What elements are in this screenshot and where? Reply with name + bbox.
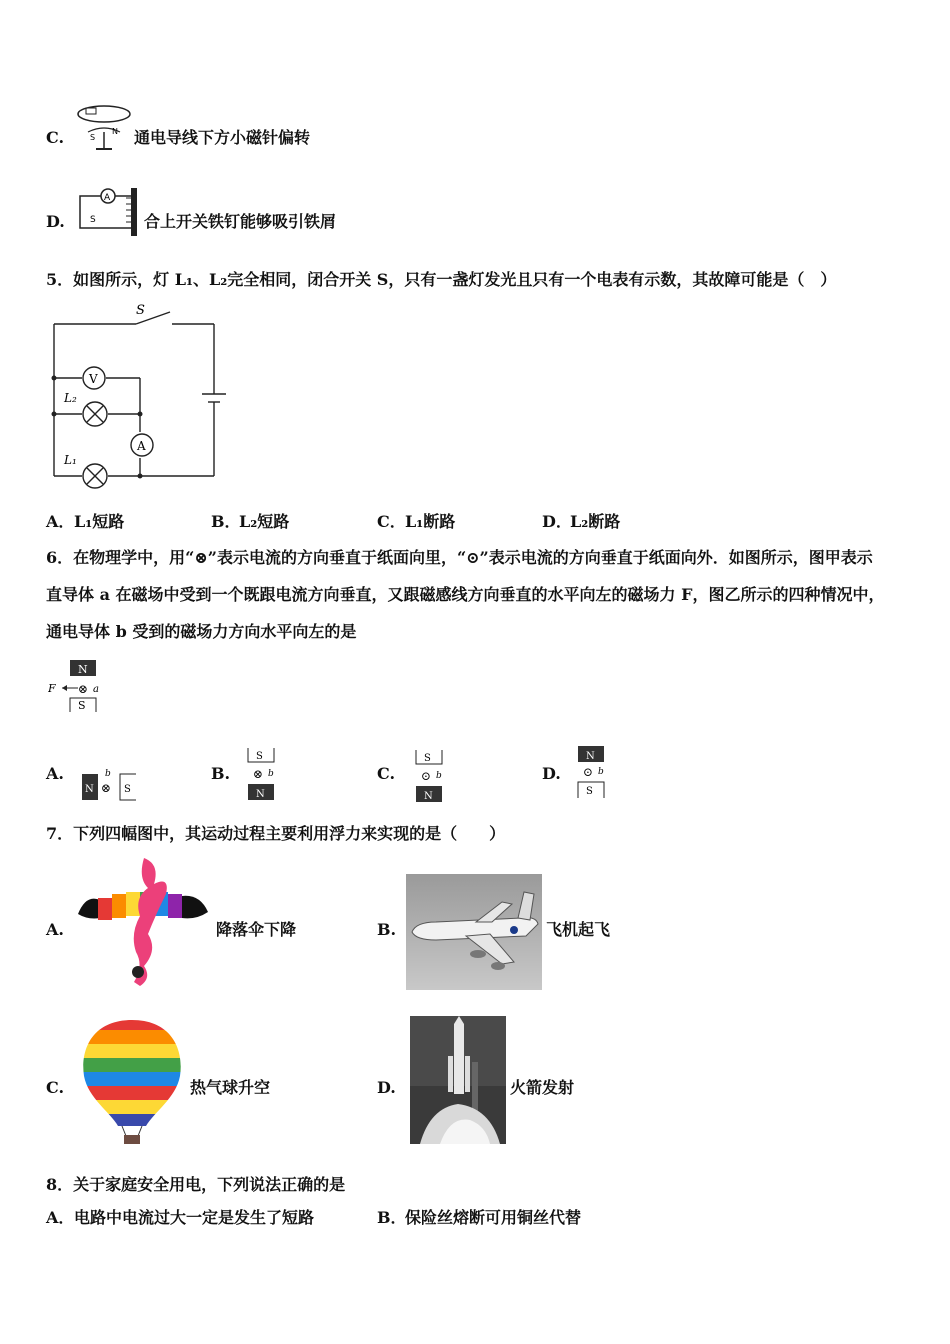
q6-option-a-letter: A. bbox=[46, 764, 64, 783]
conductor-b-label: b bbox=[598, 767, 604, 777]
magnet-n-label: N bbox=[78, 663, 88, 676]
magnet-s-label: S bbox=[424, 753, 431, 764]
q5-option-c-text: L₁断路 bbox=[405, 512, 456, 531]
svg-text:S: S bbox=[90, 215, 96, 225]
q6-stem-line2: 直导体 a 在磁场中受到一个既跟电流方向垂直，又跟磁感线方向垂直的水平向左的磁场力 F，图乙所示的四种情况中， bbox=[46, 585, 885, 604]
ammeter-label: A bbox=[137, 439, 146, 453]
hot-air-balloon-image bbox=[74, 1016, 190, 1146]
magnet-n-label: N bbox=[586, 751, 595, 762]
current-into-icon: ⊗ bbox=[253, 767, 264, 781]
q6-option-c-letter: C. bbox=[377, 764, 396, 783]
q6-stem-line1: 6．在物理学中，用“⊗”表示电流的方向垂直于纸面向里，“⊙”表示电流的方向垂直于纸面向外．如图所示，图甲表示 bbox=[46, 548, 873, 567]
rocket-launch-image bbox=[410, 1016, 506, 1144]
q6-option-b-letter: B. bbox=[211, 764, 231, 783]
conductor-b-label: b bbox=[105, 769, 111, 779]
q7-option-b-text: 飞机起飞 bbox=[546, 920, 611, 939]
q8-option-b-text: 保险丝熔断可用铜丝代替 bbox=[405, 1208, 582, 1227]
q7-option-c-letter: C. bbox=[46, 1078, 65, 1097]
conductor-a-label: a bbox=[93, 684, 99, 695]
q6-figure-jia bbox=[48, 658, 108, 716]
q5-option-a-text: L₁短路 bbox=[74, 512, 125, 531]
q4-option-d-text: 合上开关铁钉能够吸引铁屑 bbox=[144, 212, 337, 231]
magnet-s-label: S bbox=[256, 751, 263, 762]
conductor-b-label: b bbox=[436, 771, 442, 781]
current-out-icon: ⊙ bbox=[421, 769, 432, 783]
svg-text:S: S bbox=[90, 133, 96, 142]
q5-option-c-letter: C． bbox=[377, 512, 406, 531]
q8-option-a-letter: A． bbox=[46, 1208, 75, 1227]
svg-text:A: A bbox=[104, 193, 111, 203]
q4-option-c-text: 通电导线下方小磁针偏转 bbox=[134, 128, 311, 147]
magnet-n-label: N bbox=[85, 784, 94, 795]
lamp-l1-label: L₁ bbox=[64, 453, 77, 467]
q5-stem: 5．如图所示，灯 L₁、L₂完全相同，闭合开关 S，只有一盏灯发光且只有一个电表有示数，其故障可能是（ ） bbox=[46, 270, 837, 289]
q4-option-c-letter: C. bbox=[46, 128, 65, 147]
q6-stem-line3: 通电导体 b 受到的磁场力方向水平向左的是 bbox=[46, 622, 357, 641]
parachute-image bbox=[74, 854, 212, 992]
q5-circuit-diagram bbox=[48, 298, 234, 494]
magnet-n-label: N bbox=[256, 789, 265, 800]
q7-option-b-letter: B. bbox=[377, 920, 397, 939]
q4-option-d-letter: D. bbox=[46, 212, 65, 231]
q7-option-d-letter: D. bbox=[377, 1078, 396, 1097]
q7-option-a-text: 降落伞下降 bbox=[216, 920, 297, 939]
electromagnet-figure bbox=[76, 186, 144, 238]
q5-option-d-letter: D． bbox=[542, 512, 572, 531]
q6-option-a-figure bbox=[80, 766, 140, 802]
current-into-icon: ⊗ bbox=[101, 781, 112, 795]
q8-option-a-text: 电路中电流过大一定是发生了短路 bbox=[74, 1208, 315, 1227]
q8-option-b-letter: B． bbox=[377, 1208, 407, 1227]
lamp-l2-label: L₂ bbox=[64, 391, 77, 405]
compass-wire-figure bbox=[74, 102, 134, 154]
airplane-image bbox=[406, 874, 542, 990]
magnet-n-label: N bbox=[424, 791, 433, 802]
svg-text:N: N bbox=[112, 127, 118, 136]
q6-option-b-figure bbox=[244, 746, 280, 802]
q7-option-a-letter: A. bbox=[46, 920, 64, 939]
q7-option-d-text: 火箭发射 bbox=[510, 1078, 575, 1097]
q5-option-d-text: L₂断路 bbox=[570, 512, 621, 531]
q7-option-c-text: 热气球升空 bbox=[190, 1078, 271, 1097]
magnet-s-label: S bbox=[78, 699, 86, 712]
switch-label: S bbox=[136, 303, 145, 318]
q6-option-d-figure bbox=[574, 744, 610, 800]
q6-option-c-figure bbox=[412, 748, 448, 804]
current-into-icon: ⊗ bbox=[78, 682, 89, 696]
magnet-s-label: S bbox=[586, 786, 593, 797]
voltmeter-label: V bbox=[89, 372, 98, 386]
q5-option-a-letter: A． bbox=[46, 512, 75, 531]
conductor-b-label: b bbox=[268, 769, 274, 779]
q5-option-b-text: L₂短路 bbox=[239, 512, 290, 531]
q6-option-d-letter: D. bbox=[542, 764, 561, 783]
q7-stem: 7．下列四幅图中，其运动过程主要利用浮力来实现的是（ ） bbox=[46, 824, 506, 843]
q8-stem: 8．关于家庭安全用电，下列说法正确的是 bbox=[46, 1175, 346, 1194]
current-out-icon: ⊙ bbox=[583, 765, 594, 779]
q5-option-b-letter: B． bbox=[211, 512, 241, 531]
magnet-s-label: S bbox=[124, 784, 131, 795]
force-f-label: F bbox=[48, 682, 56, 695]
